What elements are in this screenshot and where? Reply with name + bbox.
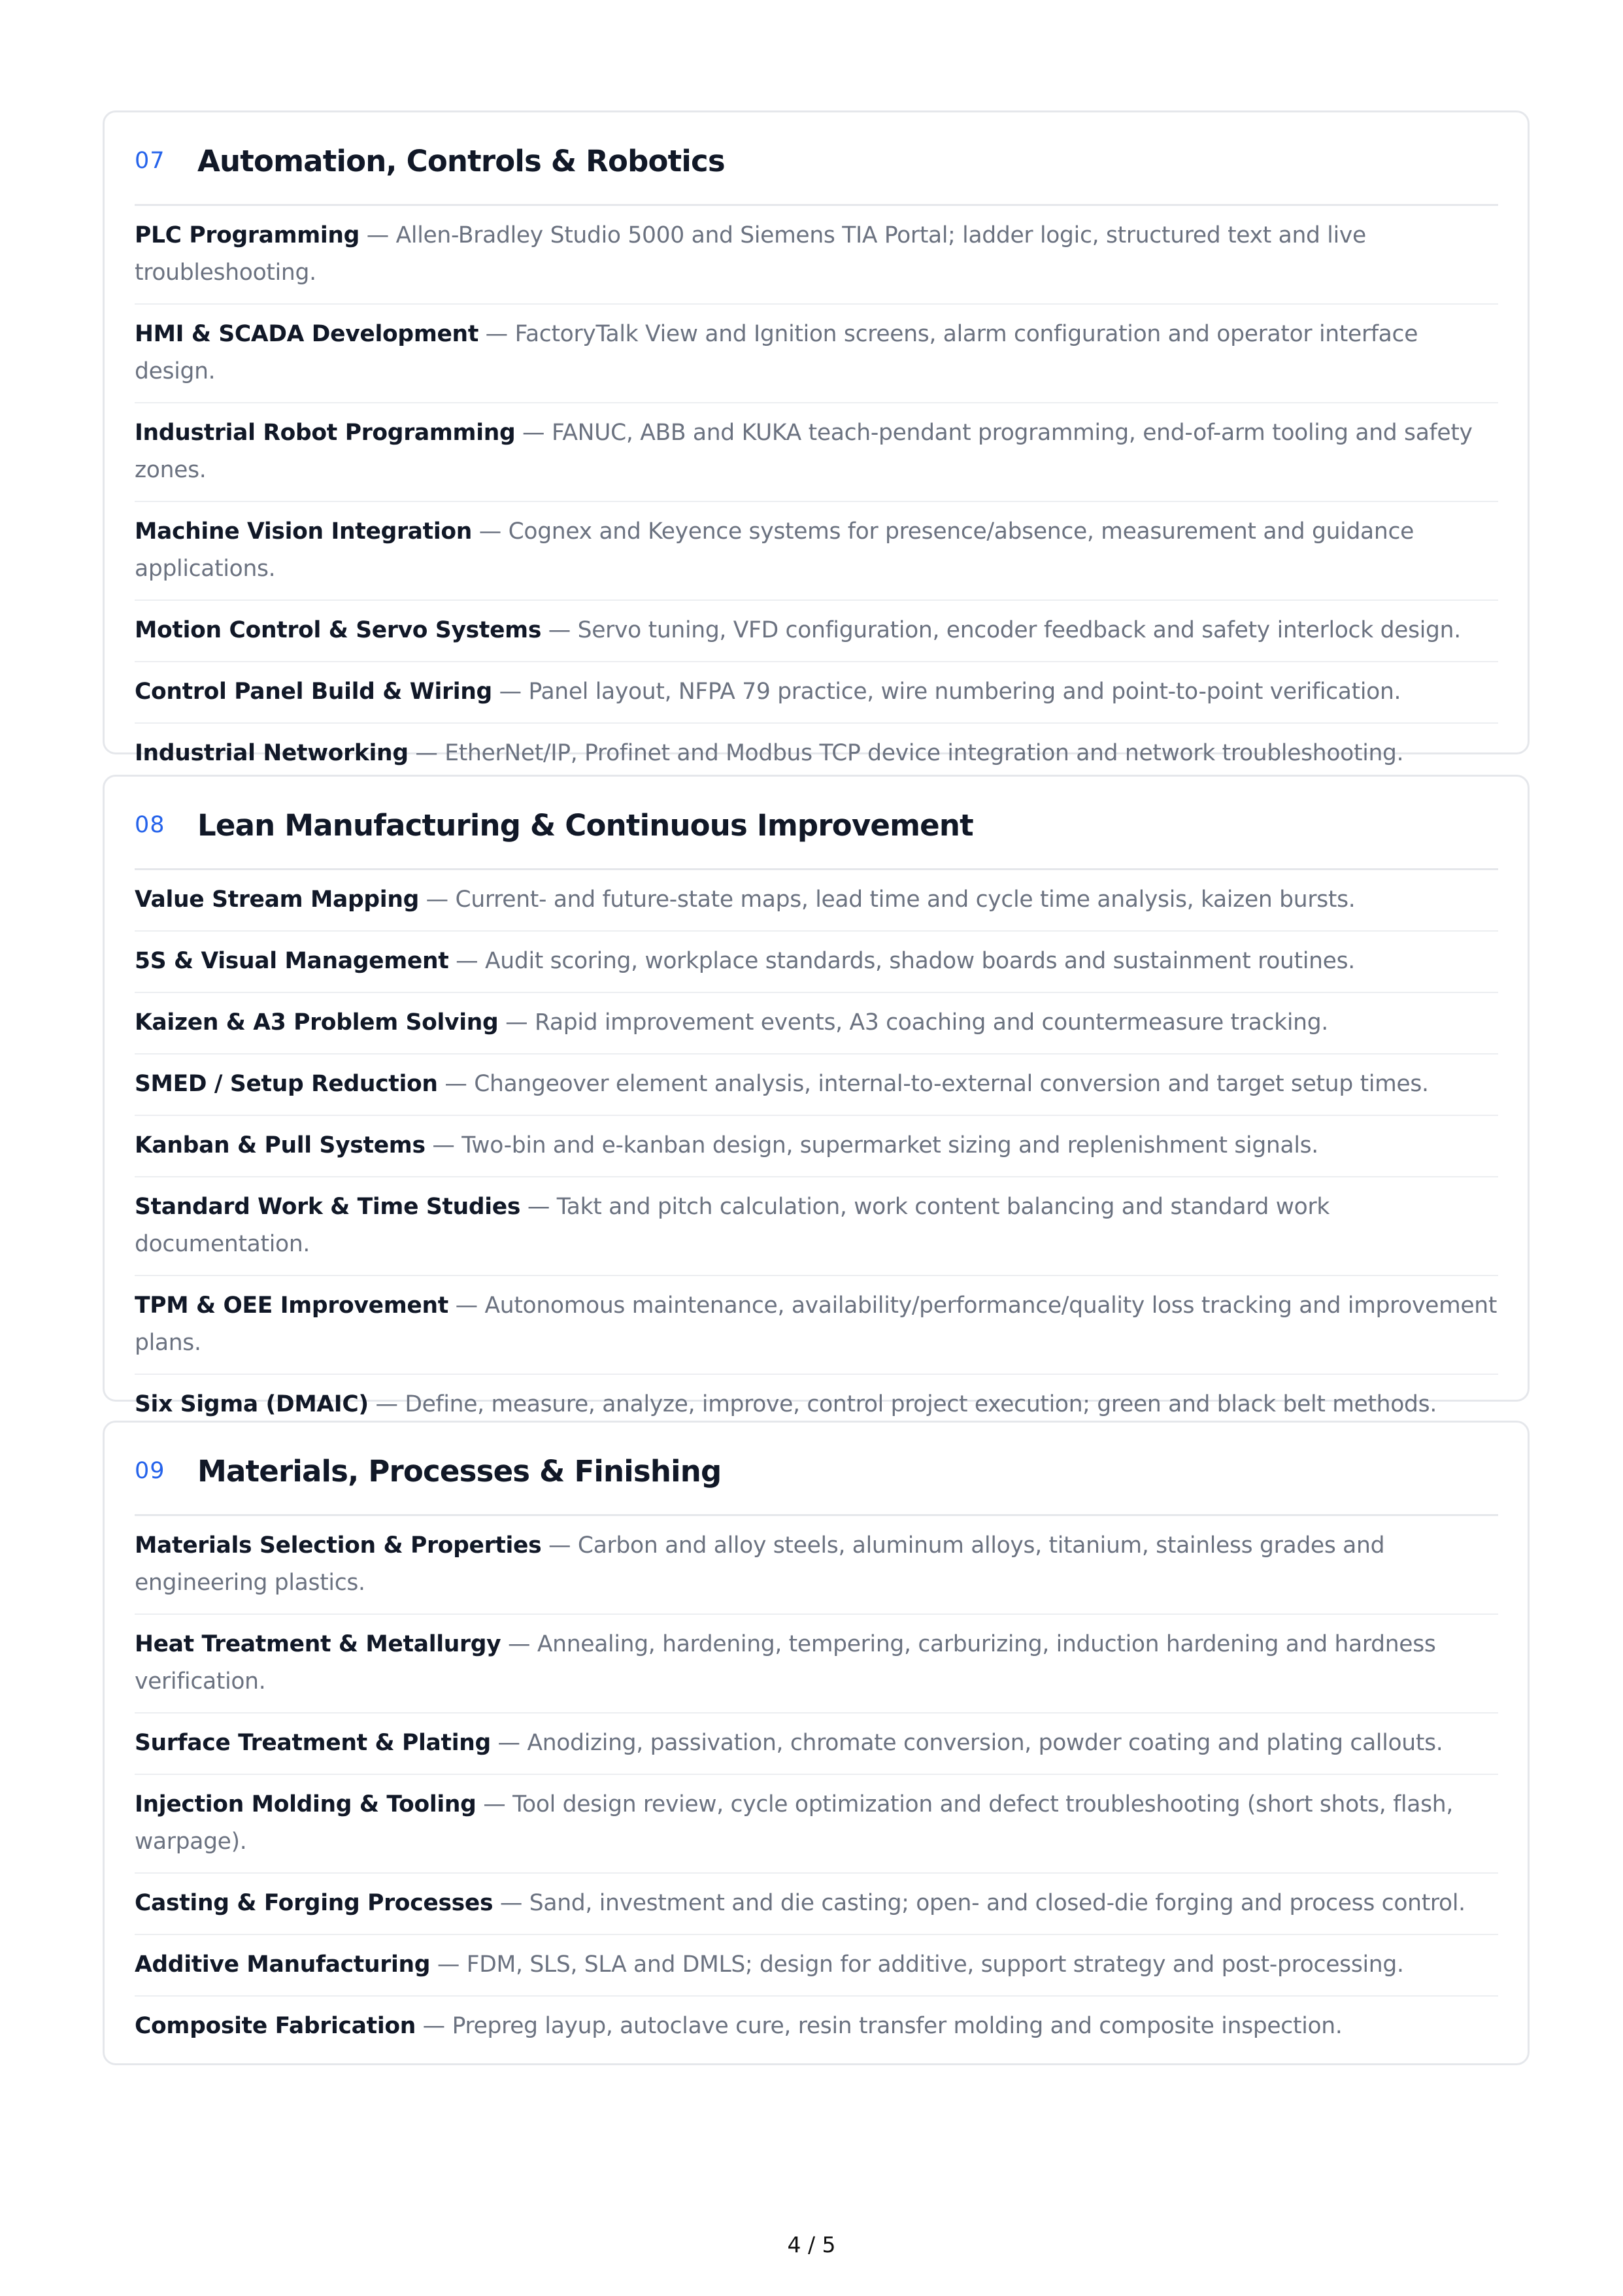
separator: — [408, 740, 445, 766]
skill-item [135, 993, 1498, 1055]
skill-name: Composite Fabrication [135, 2013, 416, 2039]
skill-item [135, 870, 1498, 932]
skill-item [135, 1116, 1498, 1177]
section-title: Lean Manufacturing & Continuous Improvement [197, 807, 973, 843]
separator: — [418, 886, 456, 913]
skill-description: Changeover element analysis, internal-to-external conversion and target setup times. [474, 1071, 1429, 1097]
skill-description: Autonomous maintenance, availability/performance/quality loss tracking and improvement plans. [135, 1292, 1498, 1356]
section-card-materials [103, 1421, 1530, 2065]
separator: — [360, 222, 396, 248]
separator: — [492, 679, 529, 705]
section-header [135, 777, 1498, 870]
skill-name: TPM & OEE Improvement [135, 1292, 448, 1319]
separator: — [493, 1890, 529, 1916]
skill-name: Industrial Networking [135, 740, 409, 766]
skill-item [135, 1935, 1498, 1997]
skill-name: Kaizen & A3 Problem Solving [135, 1009, 499, 1036]
separator: — [430, 1951, 467, 1978]
skill-item [135, 662, 1498, 724]
page-number: 4 / 5 [787, 2232, 836, 2257]
skill-description: Rapid improvement events, A3 coaching and countermeasure tracking. [534, 1009, 1328, 1036]
separator: — [498, 1009, 535, 1036]
skill-name: 5S & Visual Management [135, 948, 449, 974]
skill-name: Additive Manufacturing [135, 1951, 431, 1978]
separator: — [448, 948, 485, 974]
skill-description: Carbon and alloy steels, aluminum alloys, titanium, stainless grades and engineering plastics. [135, 1532, 1385, 1596]
skill-item [135, 206, 1498, 305]
skill-description: Panel layout, NFPA 79 practice, wire numbering and point-to-point verification. [528, 679, 1401, 705]
skill-item [135, 1775, 1498, 1874]
skill-description: FDM, SLS, SLA and DMLS; design for additive, support strategy and post-processing. [466, 1951, 1404, 1978]
section-header [135, 112, 1498, 206]
skill-description: Sand, investment and die casting; open- and closed-die forging and process control. [529, 1890, 1465, 1916]
skill-item [135, 601, 1498, 662]
skill-item [135, 1177, 1498, 1276]
section-header [135, 1423, 1498, 1516]
skill-item [135, 1874, 1498, 1935]
skill-name: HMI & SCADA Development [135, 321, 479, 347]
separator: — [520, 1194, 557, 1220]
skill-name: Motion Control & Servo Systems [135, 617, 542, 643]
separator: — [478, 321, 515, 347]
skill-description: Cognex and Keyence systems for presence/absence, measurement and guidance applications. [135, 518, 1414, 582]
separator: — [515, 420, 552, 446]
skill-name: Control Panel Build & Wiring [135, 679, 492, 705]
section-title: Materials, Processes & Finishing [197, 1453, 722, 1489]
skill-item [135, 1276, 1498, 1375]
skill-name: SMED / Setup Reduction [135, 1071, 438, 1097]
skill-name: Industrial Robot Programming [135, 420, 516, 446]
skill-item [135, 1516, 1498, 1615]
skill-description: FANUC, ABB and KUKA teach-pendant programming, end-of-arm tooling and safety zones. [135, 420, 1473, 483]
separator: — [541, 1532, 578, 1559]
skill-description: Audit scoring, workplace standards, shadow boards and sustainment routines. [485, 948, 1355, 974]
separator: — [472, 518, 509, 545]
skill-name: Injection Molding & Tooling [135, 1791, 477, 1817]
skill-name: Value Stream Mapping [135, 886, 419, 913]
skill-item [135, 932, 1498, 993]
section-number: 08 [135, 812, 165, 838]
skill-item [135, 502, 1498, 601]
skill-description: Prepreg layup, autoclave cure, resin transfer molding and composite inspection. [452, 2013, 1343, 2039]
skill-name: Standard Work & Time Studies [135, 1194, 521, 1220]
skill-description: Two-bin and e-kanban design, supermarket sizing and replenishment signals. [461, 1132, 1318, 1158]
skill-description: Servo tuning, VFD configuration, encoder feedback and safety interlock design. [577, 617, 1461, 643]
separator: — [476, 1791, 513, 1817]
skill-name: Materials Selection & Properties [135, 1532, 542, 1559]
skill-item [135, 1997, 1498, 2057]
skill-description: Define, measure, analyze, improve, control project execution; green and black belt methods. [405, 1391, 1437, 1417]
skill-description: EtherNet/IP, Profinet and Modbus TCP device integration and network troubleshooting. [444, 740, 1404, 766]
separator: — [368, 1391, 405, 1417]
separator: — [425, 1132, 462, 1158]
skill-name: Six Sigma (DMAIC) [135, 1391, 369, 1417]
skill-description: Annealing, hardening, tempering, carburizing, induction hardening and hardness verification. [135, 1631, 1436, 1695]
skill-item [135, 1615, 1498, 1714]
skill-description: Allen-Bradley Studio 5000 and Siemens TIA Portal; ladder logic, structured text and live troubleshooting. [135, 222, 1366, 286]
skill-name: Surface Treatment & Plating [135, 1730, 491, 1756]
section-title: Automation, Controls & Robotics [197, 143, 725, 178]
skill-name: Casting & Forging Processes [135, 1890, 494, 1916]
separator: — [416, 2013, 452, 2039]
skill-list [135, 870, 1498, 1435]
separator: — [541, 617, 578, 643]
separator: — [448, 1292, 485, 1319]
skill-name: Heat Treatment & Metallurgy [135, 1631, 501, 1657]
skill-item [135, 403, 1498, 502]
section-number: 07 [135, 148, 165, 174]
skill-description: Tool design review, cycle optimization and defect troubleshooting (short shots, flash, warpage). [135, 1791, 1454, 1855]
skill-item [135, 1714, 1498, 1775]
skill-description: Current- and future-state maps, lead time and cycle time analysis, kaizen bursts. [455, 886, 1356, 913]
skill-name: Kanban & Pull Systems [135, 1132, 426, 1158]
skill-description: Anodizing, passivation, chromate conversion, powder coating and plating callouts. [527, 1730, 1443, 1756]
separator: — [437, 1071, 475, 1097]
section-number: 09 [135, 1458, 165, 1484]
skill-item [135, 305, 1498, 403]
skill-list [135, 1516, 1498, 2057]
skill-description: FactoryTalk View and Ignition screens, alarm configuration and operator interface design. [135, 321, 1418, 384]
separator: — [501, 1631, 537, 1657]
skill-description: Takt and pitch calculation, work content balancing and standard work documentation. [135, 1194, 1330, 1257]
skill-item [135, 1055, 1498, 1116]
skill-name: Machine Vision Integration [135, 518, 473, 545]
separator: — [490, 1730, 527, 1756]
skill-name: PLC Programming [135, 222, 360, 248]
skill-list [135, 206, 1498, 784]
section-card-lean [103, 775, 1530, 1417]
section-card-automation [103, 110, 1530, 766]
